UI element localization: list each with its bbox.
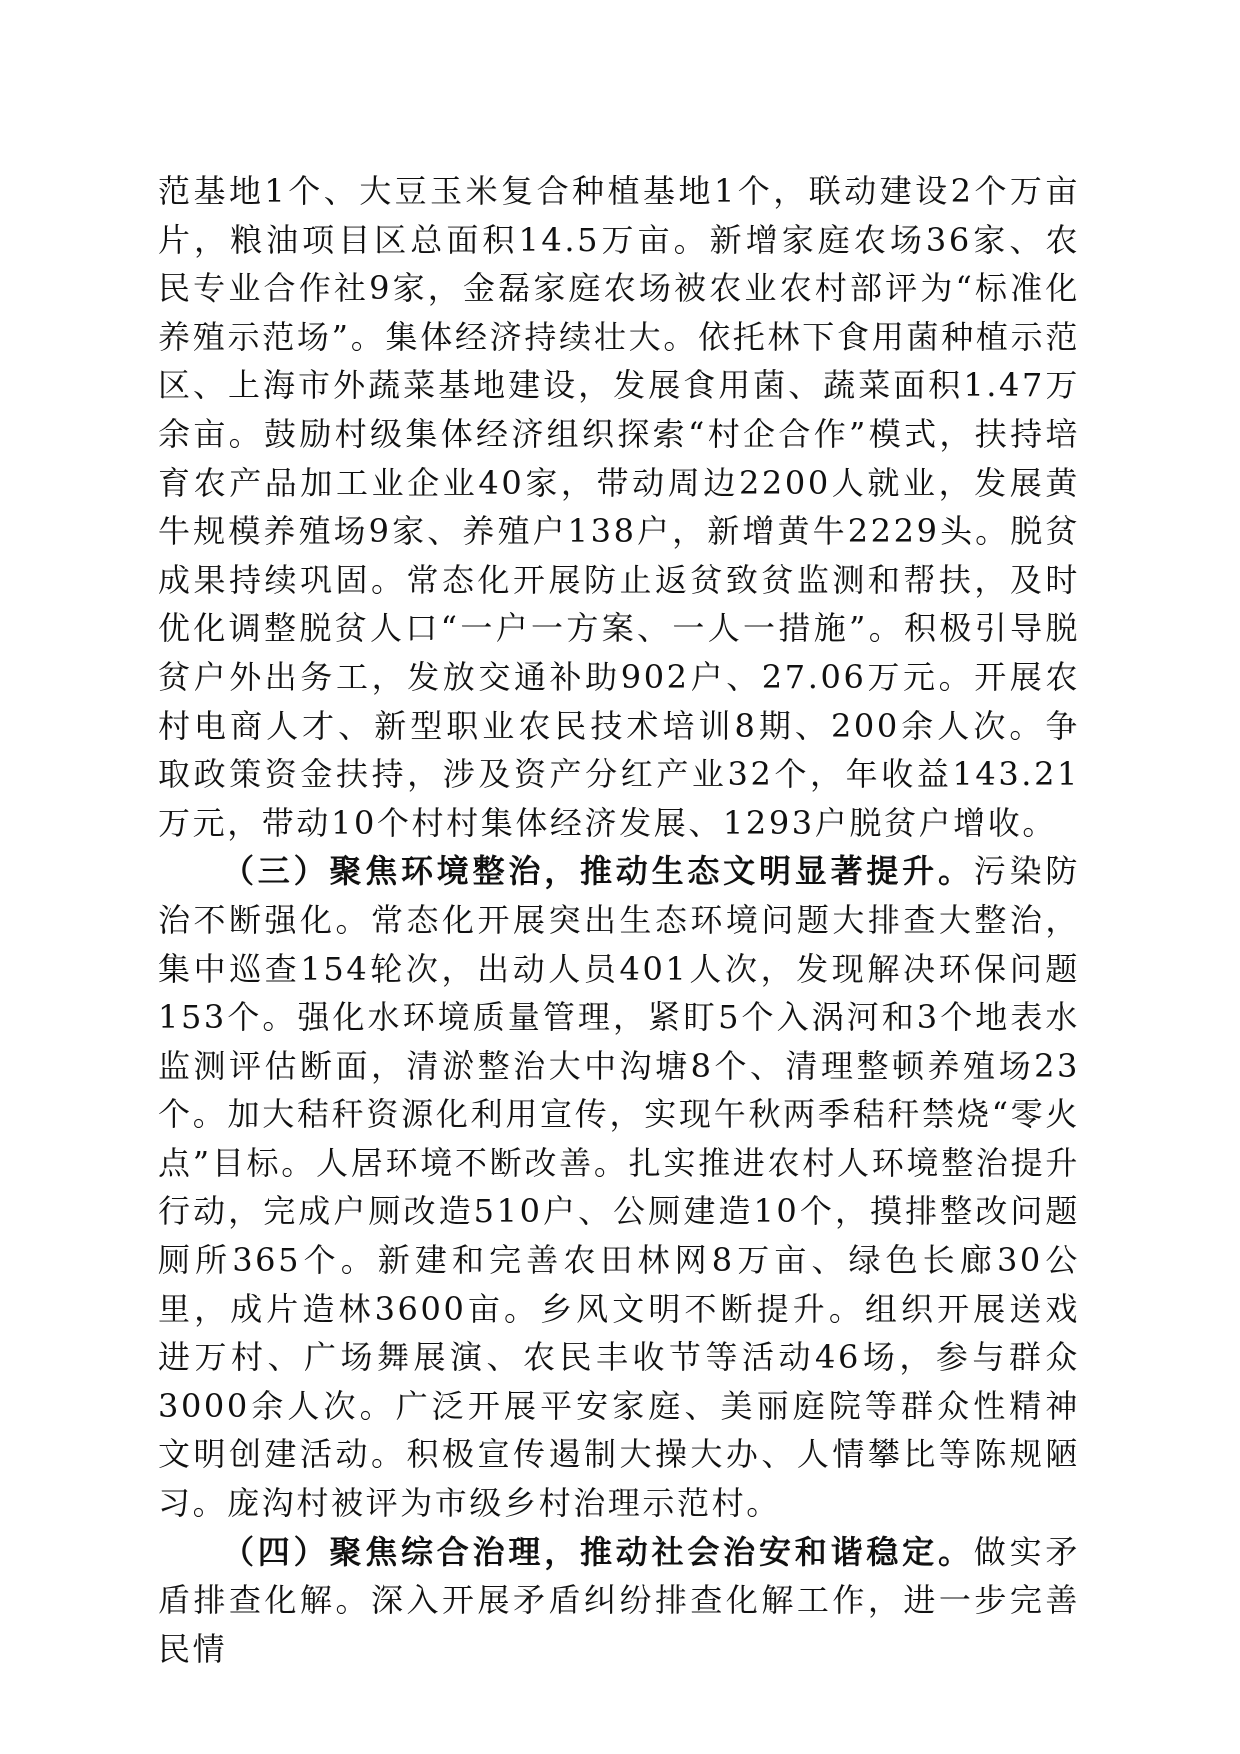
paragraph-agriculture-continued bbox=[158, 167, 1080, 847]
paragraph-environment bbox=[158, 847, 1080, 1527]
document-body bbox=[158, 167, 1080, 1673]
section-heading-governance: （四）聚焦综合治理，推动社会治安和谐稳定。 bbox=[222, 1532, 974, 1571]
paragraph-body: 范基地1个、大豆玉米复合种植基地1个，联动建设2个万亩片，粮油项目区总面积14.5万亩。新增家庭农场36家、农民专业合作社9家，金磊家庭农场被农业农村部评为“标准化养殖示范场”。集体经济持续壮大。依托林下食用菌种植示范区、上海市外蔬菜基地建设，发展食用菌、蔬菜面积1.47万余亩。鼓励村级集体经济组织探索“村企合作”模式，扶持培育农产品加工业企业40家，带动周边2200人就业，发展黄牛规模养殖场9家、养殖户138户，新增黄牛2229头。脱贫成果持续巩固。常态化开展防止返贫致贫监测和帮扶，及时优化调整脱贫人口“一户一方案、一人一措施”。积极引导脱贫户外出务工，发放交通补助902户、27.06万元。开展农村电商人才、新型职业农民技术培训8期、200余人次。争取政策资金扶持，涉及资产分红产业32个，年收益143.21万元，带动10个村村集体经济发展、1293户脱贫户增收。 bbox=[158, 172, 1080, 842]
paragraph-body: 污染防治不断强化。常态化开展突出生态环境问题大排查大整治，集中巡查154轮次，出动人员401人次，发现解决环保问题153个。强化水环境质量管理，紧盯5个入涡河和3个地表水监测评估断面，清淤整治大中沟塘8个、清理整顿养殖场23个。加大秸秆资源化利用宣传，实现午秋两季秸秆禁烧“零火点”目标。人居环境不断改善。扎实推进农村人环境整治提升行动，完成户厕改造510户、公厕建造10个，摸排整改问题厕所365个。新建和完善农田林网8万亩、绿色长廊30公里，成片造林3600亩。乡风文明不断提升。组织开展送戏进万村、广场舞展演、农民丰收节等活动46场，参与群众3000余人次。广泛开展平安家庭、美丽庭院等群众性精神文明创建活动。积极宣传遏制大操大办、人情攀比等陈规陋习。庞沟村被评为市级乡村治理示范村。 bbox=[158, 852, 1080, 1523]
paragraph-governance bbox=[158, 1528, 1080, 1674]
section-heading-environment: （三）聚焦环境整治，推动生态文明显著提升。 bbox=[222, 852, 974, 891]
paragraph-body: 做实矛盾排查化解。深入开展矛盾纠纷排查化解工作，进一步完善民情 bbox=[158, 1532, 1080, 1668]
